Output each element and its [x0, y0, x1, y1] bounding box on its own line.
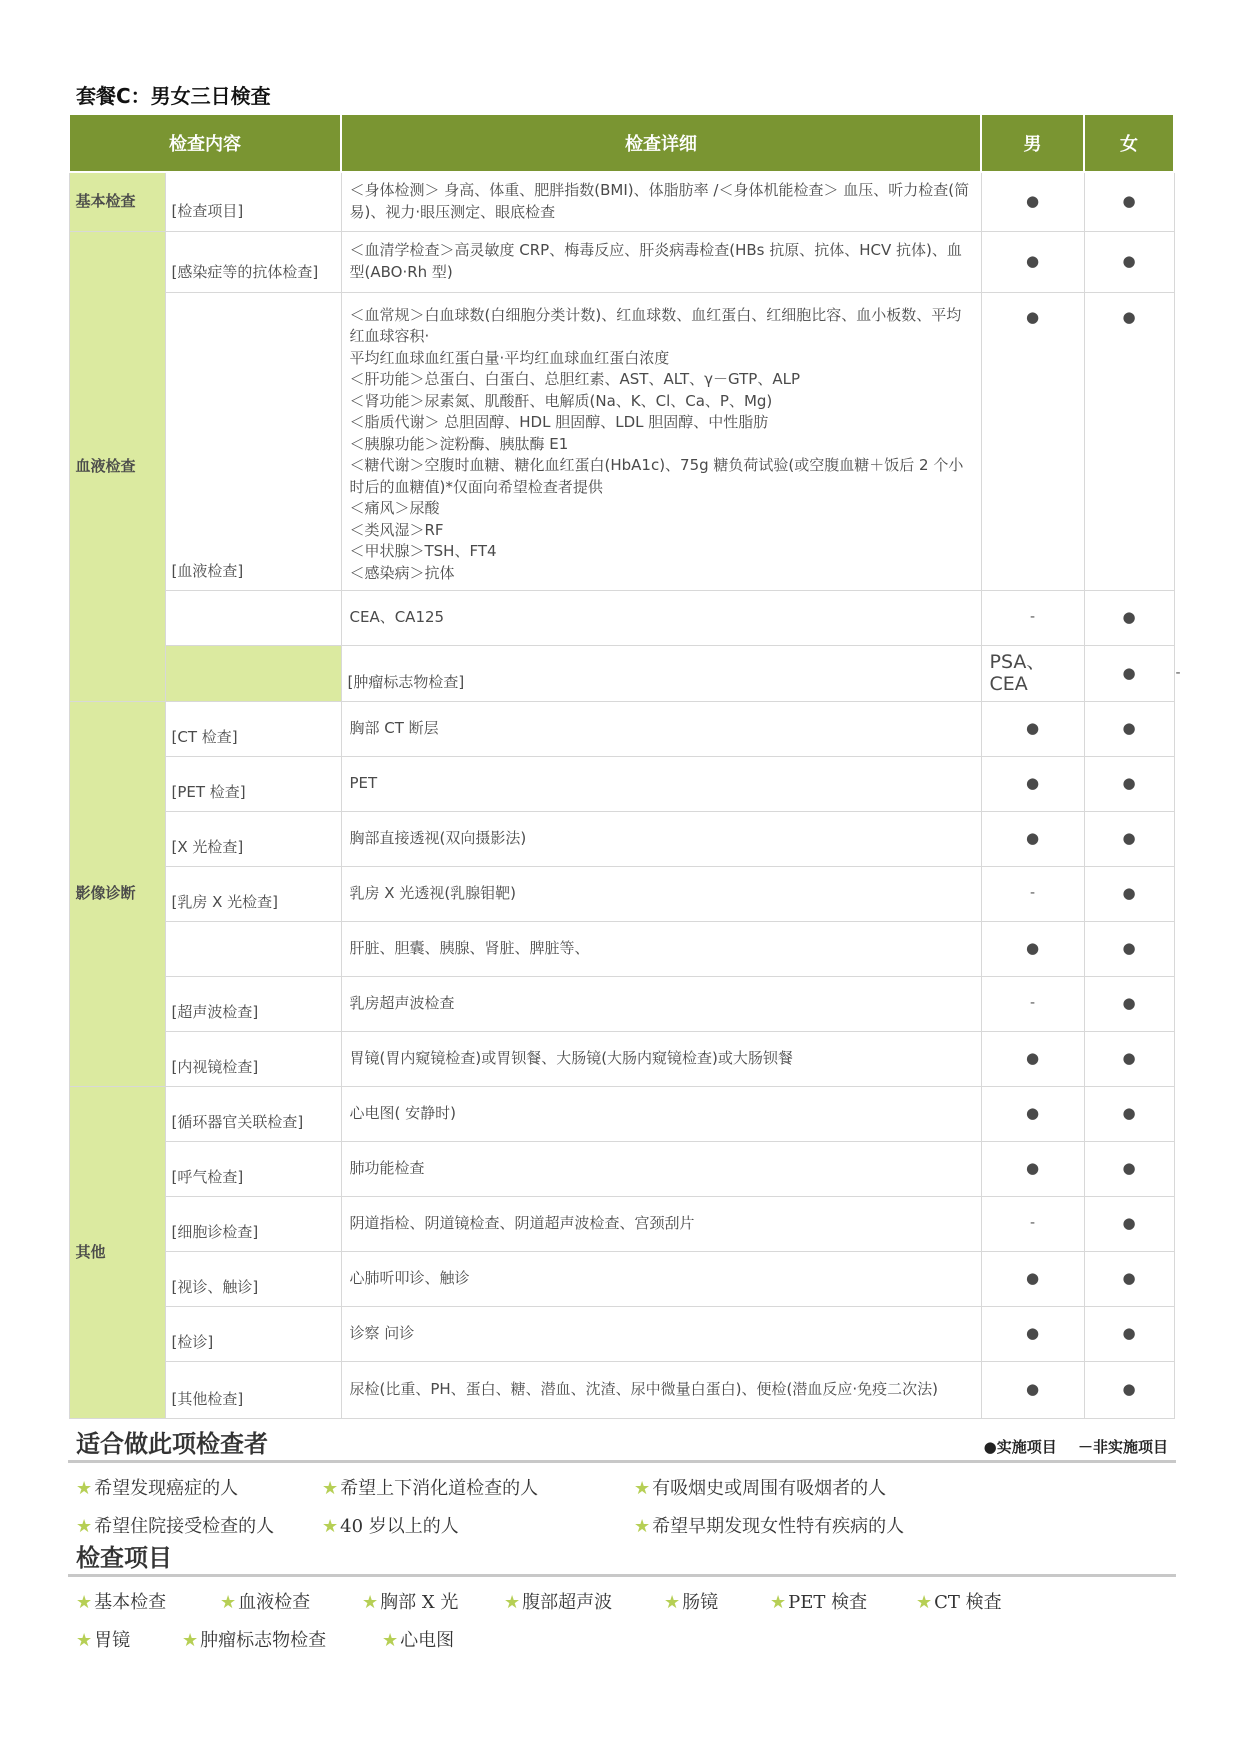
row-sub: [CT 检查]: [165, 702, 341, 757]
detail-line: ＜类风湿＞RF: [349, 520, 444, 539]
row-sub: [其他检查]: [165, 1362, 341, 1419]
row-male-mark: -: [981, 591, 1084, 646]
row-male-mark: ●: [1084, 646, 1174, 702]
row-female-mark: ●: [1084, 591, 1174, 646]
row-sub: [乳房 X 光检查]: [165, 867, 341, 922]
table-row: [肿瘤标志物检查] PSA、CEA ● -: [69, 646, 1174, 702]
detail-line: ＜肝功能＞总蛋白、白蛋白、总胆红素、AST、ALT、γ－GTP、ALP: [349, 370, 801, 388]
table-row: [69, 757, 1174, 812]
row-male-mark: ●: [981, 1362, 1084, 1419]
row-male-mark: ●: [981, 1307, 1084, 1362]
header-female: 女: [1084, 114, 1174, 172]
row-detail: 心肺听叩诊、触诊: [341, 1252, 981, 1307]
table-row: [69, 1032, 1174, 1087]
row-detail: 肝脏、胆囊、胰腺、肾脏、脾脏等、: [341, 922, 981, 977]
table-row: [69, 1197, 1174, 1252]
section-divider: [68, 1460, 1176, 1463]
row-detail: ＜血清学检查＞高灵敏度 CRP、梅毒反应、肝炎病毒检查(HBs 抗原、抗体、HCV 抗体)、血型(ABO·Rh 型): [341, 231, 981, 292]
row-female-mark: ●: [1084, 1087, 1174, 1142]
row-detail: 乳房超声波检查: [341, 977, 981, 1032]
row-detail: 心电图( 安静时): [341, 1087, 981, 1142]
table-row: [69, 292, 1174, 591]
check-item: ★ 腹部超声波: [504, 1592, 613, 1613]
star-icon: ★: [322, 1478, 339, 1499]
row-female-mark: ●: [1084, 702, 1174, 757]
legend: [968, 1436, 1168, 1457]
header-male: 男: [981, 114, 1084, 172]
row-detail: 尿检(比重、PH、蛋白、糖、潜血、沈渣、尿中微量白蛋白)、便检(潜血反应·免疫二次法): [341, 1362, 981, 1419]
row-sub: [内视镜检查]: [165, 1032, 341, 1087]
check-item: ★ 血液检查: [220, 1592, 311, 1613]
category-blood: 血液检查: [69, 231, 165, 702]
row-sub: [超声波检查]: [165, 977, 341, 1032]
detail-line: ＜血常规＞白血球数(白细胞分类计数)、红血球数、血红蛋白、红细胞比容、血小板数、平均红血球容积·: [349, 305, 962, 345]
legend-implemented: ●实施项目: [983, 1438, 1057, 1456]
detail-line: ＜脂质代谢＞ 总胆固醇、HDL 胆固醇、LDL 胆固醇、中性脂肪: [349, 413, 769, 431]
table-row: [69, 1142, 1174, 1197]
check-item: ★ CT 検査: [916, 1592, 1002, 1613]
row-detail-blood: [341, 292, 981, 591]
row-detail: 胸部 CT 断层: [341, 702, 981, 757]
row-sub: [血液检查]: [165, 292, 341, 591]
row-female-mark: ●: [1084, 922, 1174, 977]
row-female-mark: ●: [1084, 231, 1174, 292]
row-sub: [检诊]: [165, 1307, 341, 1362]
table-row: [69, 1307, 1174, 1362]
row-female-mark: ●: [1084, 1197, 1174, 1252]
detail-line: ＜感染病＞抗体: [349, 563, 455, 582]
check-item: ★ 肠镜: [664, 1592, 719, 1613]
row-detail: 肺功能检查: [341, 1142, 981, 1197]
table-row: [69, 867, 1174, 922]
star-icon: ★: [76, 1592, 93, 1613]
check-item: ★ 心电图: [382, 1630, 455, 1651]
row-sub: [呼气检查]: [165, 1142, 341, 1197]
check-item: ★ 基本检查: [76, 1592, 167, 1613]
page-title: 套餐C：男女三日検査: [76, 84, 271, 108]
category-other: 其他: [69, 1087, 165, 1419]
table-header-row: [69, 114, 1174, 172]
detail-line: ＜糖代谢＞空腹时血糖、糖化血红蛋白(HbA1c)、75g 糖负荷试验(或空腹血糖＋饭后 2 个小时后的血糖值)*仅面向希望检查者提供: [349, 456, 964, 496]
table-row: [69, 1252, 1174, 1307]
row-sub: [检查项目]: [165, 172, 341, 231]
row-detail: 诊察 问诊: [341, 1307, 981, 1362]
detail-line: ＜胰腺功能＞淀粉酶、胰肽酶 E1: [349, 434, 569, 453]
row-female-mark: ●: [1084, 1252, 1174, 1307]
row-sub: [视诊、触诊]: [165, 1252, 341, 1307]
row-female-mark: ●: [1084, 1142, 1174, 1197]
row-female-mark: ●: [1084, 1307, 1174, 1362]
row-male-mark: -: [981, 1197, 1084, 1252]
table-row: [69, 1362, 1174, 1419]
row-sub: [肿瘤标志物检查]: [341, 646, 981, 702]
row-male-mark: ●: [981, 812, 1084, 867]
legend-not-implemented: －非实施项目: [1077, 1438, 1168, 1456]
row-male-mark: ●: [981, 1087, 1084, 1142]
row-female-mark: ●: [1084, 757, 1174, 812]
star-icon: ★: [504, 1592, 521, 1613]
row-female-mark: ●: [1084, 1032, 1174, 1087]
exam-table: [68, 113, 1181, 1419]
row-sub: [165, 591, 341, 646]
row-sub: [感染症等的抗体检查]: [165, 231, 341, 292]
suitable-item: ★ 40 岁以上的人: [322, 1516, 459, 1537]
row-male-mark: -: [981, 977, 1084, 1032]
star-icon: ★: [770, 1592, 787, 1613]
suitable-item: ★ 有吸烟史或周围有吸烟者的人: [634, 1478, 887, 1499]
row-sub: [PET 检查]: [165, 757, 341, 812]
row-female-mark: ●: [1084, 812, 1174, 867]
row-male-mark: -: [981, 867, 1084, 922]
suitable-item: ★ 希望住院接受检查的人: [76, 1516, 275, 1537]
check-item: ★ PET 検査: [770, 1592, 868, 1613]
header-detail: 检查详细: [341, 114, 981, 172]
row-detail: PET: [341, 757, 981, 812]
row-female-mark: ●: [1084, 292, 1174, 591]
star-icon: ★: [362, 1592, 379, 1613]
star-icon: ★: [382, 1630, 399, 1651]
row-detail: 胃镜(胃内窥镜检查)或胃钡餐、大肠镜(大肠内窥镜检查)或大肠钡餐: [341, 1032, 981, 1087]
row-detail: 乳房 X 光透视(乳腺钼靶): [341, 867, 981, 922]
category-imaging: 影像诊断: [69, 702, 165, 1087]
detail-line: ＜甲状腺＞TSH、FT4: [349, 542, 497, 560]
star-icon: ★: [916, 1592, 933, 1613]
star-icon: ★: [634, 1478, 651, 1499]
suitable-title: 适合做此项检查者: [76, 1430, 268, 1458]
detail-line: 平均红血球血红蛋白量·平均红血球血红蛋白浓度: [349, 348, 670, 367]
star-icon: ★: [76, 1516, 93, 1537]
row-female-mark: ●: [1084, 977, 1174, 1032]
row-male-mark: ●: [981, 231, 1084, 292]
table-row: [69, 1087, 1174, 1142]
row-detail: ＜身体检测＞ 身高、体重、肥胖指数(BMI)、体脂肪率 /＜身体机能检查＞ 血压、听力检查(简易)、视力·眼压测定、眼底检查: [341, 172, 981, 231]
row-male-mark: ●: [981, 922, 1084, 977]
row-male-mark: ●: [981, 172, 1084, 231]
row-sub: [循环器官关联检查]: [165, 1087, 341, 1142]
table-row: [69, 172, 1174, 231]
row-sub: [细胞诊检查]: [165, 1197, 341, 1252]
table-row: [69, 702, 1174, 757]
row-male-mark: ●: [981, 757, 1084, 812]
suitable-item: ★ 希望上下消化道检查的人: [322, 1478, 539, 1499]
star-icon: ★: [220, 1592, 237, 1613]
table-row: [69, 231, 1174, 292]
table-row: [69, 977, 1174, 1032]
row-male-mark: ●: [981, 1032, 1084, 1087]
check-item: ★ 肿瘤标志物检查: [182, 1630, 327, 1651]
check-items-title: 检查项目: [76, 1544, 172, 1572]
star-icon: ★: [634, 1516, 651, 1537]
table-row: [69, 812, 1174, 867]
table-row: [69, 922, 1174, 977]
row-female-mark: ●: [1084, 172, 1174, 231]
suitable-item: ★ 希望发现癌症的人: [76, 1478, 239, 1499]
detail-line: ＜肾功能＞尿素氮、肌酸酐、电解质(Na、K、Cl、Ca、P、Mg): [349, 391, 773, 410]
check-item: ★ 胸部 X 光: [362, 1592, 459, 1613]
header-content: 检查内容: [69, 114, 341, 172]
row-detail: PSA、CEA: [981, 646, 1084, 702]
star-icon: ★: [182, 1630, 199, 1651]
row-detail: 胸部直接透视(双向摄影法): [341, 812, 981, 867]
row-detail: 阴道指检、阴道镜检查、阴道超声波检查、宫颈刮片: [341, 1197, 981, 1252]
detail-line: ＜痛风＞尿酸: [349, 499, 440, 517]
row-male-mark: ●: [981, 1252, 1084, 1307]
star-icon: ★: [322, 1516, 339, 1537]
star-icon: ★: [76, 1478, 93, 1499]
row-sub: [X 光检查]: [165, 812, 341, 867]
row-male-mark: ●: [981, 702, 1084, 757]
check-item: ★ 胃镜: [76, 1630, 131, 1651]
star-icon: ★: [664, 1592, 681, 1613]
row-male-mark: ●: [981, 292, 1084, 591]
star-icon: ★: [76, 1630, 93, 1651]
row-sub: [165, 922, 341, 977]
section-divider: [68, 1574, 1176, 1577]
row-female-mark: ●: [1084, 867, 1174, 922]
row-male-mark: ●: [981, 1142, 1084, 1197]
row-female-mark: ●: [1084, 1362, 1174, 1419]
category-blank: [165, 646, 341, 702]
row-detail: CEA、CA125: [341, 591, 981, 646]
category-basic: 基本检查: [69, 172, 165, 231]
table-row: [69, 591, 1174, 646]
suitable-item: ★ 希望早期发现女性特有疾病的人: [634, 1516, 905, 1537]
